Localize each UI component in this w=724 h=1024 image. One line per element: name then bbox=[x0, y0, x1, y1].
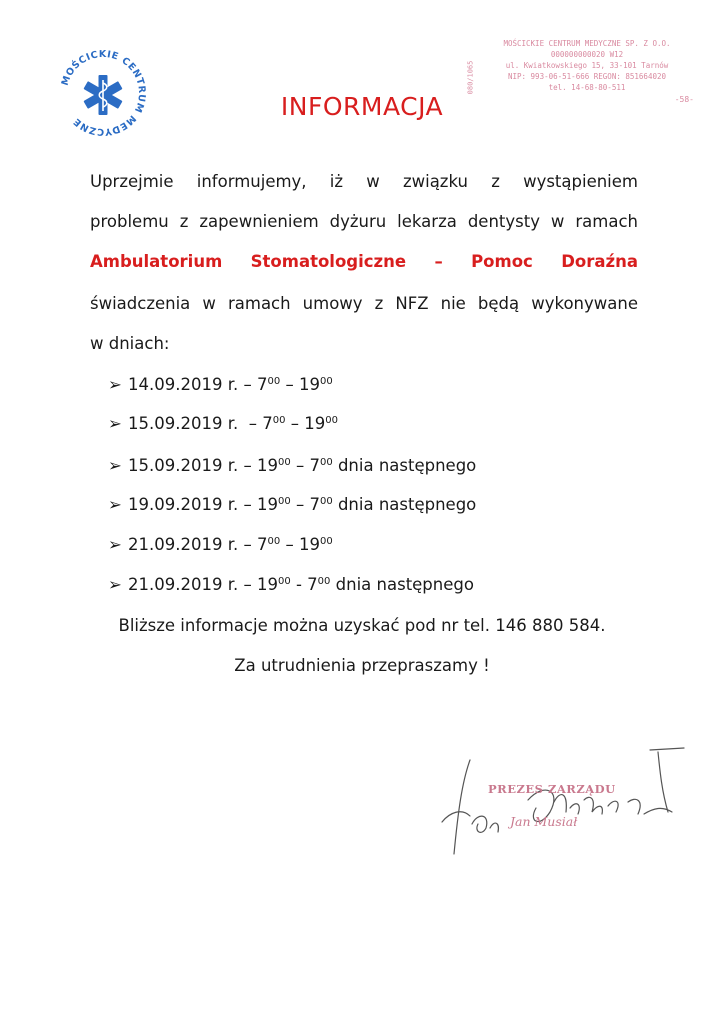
signature-block bbox=[432, 742, 702, 872]
date-item: ➢ 15.09.2019 r. – $19^{00} - 7^{00}$ dnia następnego bbox=[108, 456, 477, 475]
stamp-line: tel. 14-68-80-511 bbox=[548, 83, 626, 92]
intro-line-4: świadczenia w ramach umowy z NFZ nie będą wykonywane bbox=[90, 294, 638, 313]
logo-ring-text: MOŚCICKIE CENTRUM MEDYCZNE bbox=[59, 48, 148, 138]
apology-text: Za utrudnienia przepraszamy ! bbox=[234, 656, 490, 675]
arrow-bullet-icon: ➢ bbox=[108, 456, 122, 475]
signature-name: Jan Musiał bbox=[510, 814, 578, 829]
stamp-line: ul. Kwiatkowskiego 15, 33-101 Tarnów bbox=[505, 61, 669, 70]
date-item: ➢ 14.09.2019 r. – $7^{00} - 19^{00}$ bbox=[108, 375, 333, 394]
stamp-number: -58- bbox=[674, 95, 694, 104]
stamp-lines bbox=[502, 38, 672, 93]
intro-line-1: Uprzejmie informujemy, iż w związku z wystąpieniem bbox=[90, 172, 638, 191]
date-item: ➢ 15.09.2019 r. – $7^{00} - 19^{00}$ bbox=[108, 414, 338, 433]
contact-info: Bliższe informacje można uzyskać pod nr tel. 146 880 584. bbox=[118, 616, 606, 635]
date-item: ➢ 21.09.2019 r. – $19^{00} - 7^{00}$ dnia następnego bbox=[108, 575, 474, 594]
date-item: ➢ 19.09.2019 r. – $19^{00} - 7^{00}$ dnia następnego bbox=[108, 495, 477, 514]
stamp-line: MOŚCICKIE CENTRUM MEDYCZNE SP. Z O.O. bbox=[503, 39, 671, 48]
unit-name: Ambulatorium Stomatologiczne – Pomoc Doraźna bbox=[90, 252, 638, 271]
stamp-line: NIP: 993-06-51-666 REGON: 851664020 bbox=[507, 72, 667, 81]
arrow-bullet-icon: ➢ bbox=[108, 495, 122, 514]
date-item: ➢ 21.09.2019 r. – $7^{00} - 19^{00}$ bbox=[108, 535, 333, 554]
intro-line-2: problemu z zapewnieniem dyżuru lekarza dentysty w ramach bbox=[90, 212, 638, 231]
signature-role: PREZES ZARZĄDU bbox=[488, 782, 616, 796]
document-title: INFORMACJA bbox=[280, 92, 444, 121]
stamp-side-code: 080/1065 bbox=[466, 60, 475, 95]
intro-line-5: w dniach: bbox=[90, 334, 170, 353]
arrow-bullet-icon: ➢ bbox=[108, 575, 122, 594]
stamp-line: 000000000020 W12 bbox=[550, 50, 624, 59]
arrow-bullet-icon: ➢ bbox=[108, 535, 122, 554]
handwritten-signature bbox=[432, 742, 702, 872]
arrow-bullet-icon: ➢ bbox=[108, 414, 122, 433]
arrow-bullet-icon: ➢ bbox=[108, 375, 122, 394]
